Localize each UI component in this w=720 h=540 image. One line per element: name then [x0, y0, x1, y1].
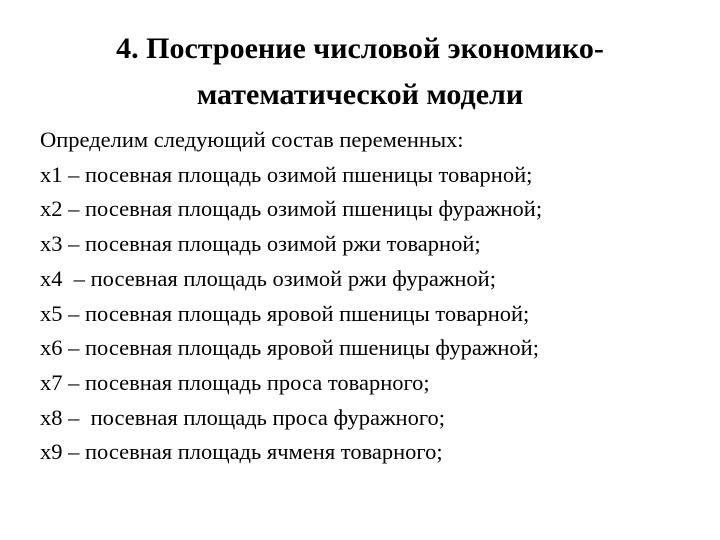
slide-title [40, 26, 680, 118]
intro-text: Определим следующий состав переменных: [40, 127, 464, 152]
variable-x1: x1 – посевная площадь озимой пшеницы товарной; [40, 161, 533, 187]
slide-title-line-1: 4. Построение числовой экономико- [116, 32, 604, 65]
variable-x9: x9 – посевная площадь ячменя товарного; [40, 439, 443, 465]
variable-x3: x3 – посевная площадь озимой ржи товарной; [40, 231, 481, 257]
variable-x5: x5 – посевная площадь яровой пшеницы товарной; [40, 300, 530, 326]
variable-x7: x7 – посевная площадь проса товарного; [40, 369, 430, 395]
variable-x4: x4 – посевная площадь озимой ржи фуражной; [40, 265, 496, 291]
slide-title-line-2: математической модели [196, 78, 524, 111]
variable-x6: x6 – посевная площадь яровой пшеницы фуражной; [40, 335, 539, 361]
variables-list [40, 123, 700, 470]
variable-x8: x8 – посевная площадь проса фуражного; [40, 404, 445, 430]
variable-x2: x2 – посевная площадь озимой пшеницы фуражной; [40, 196, 543, 222]
